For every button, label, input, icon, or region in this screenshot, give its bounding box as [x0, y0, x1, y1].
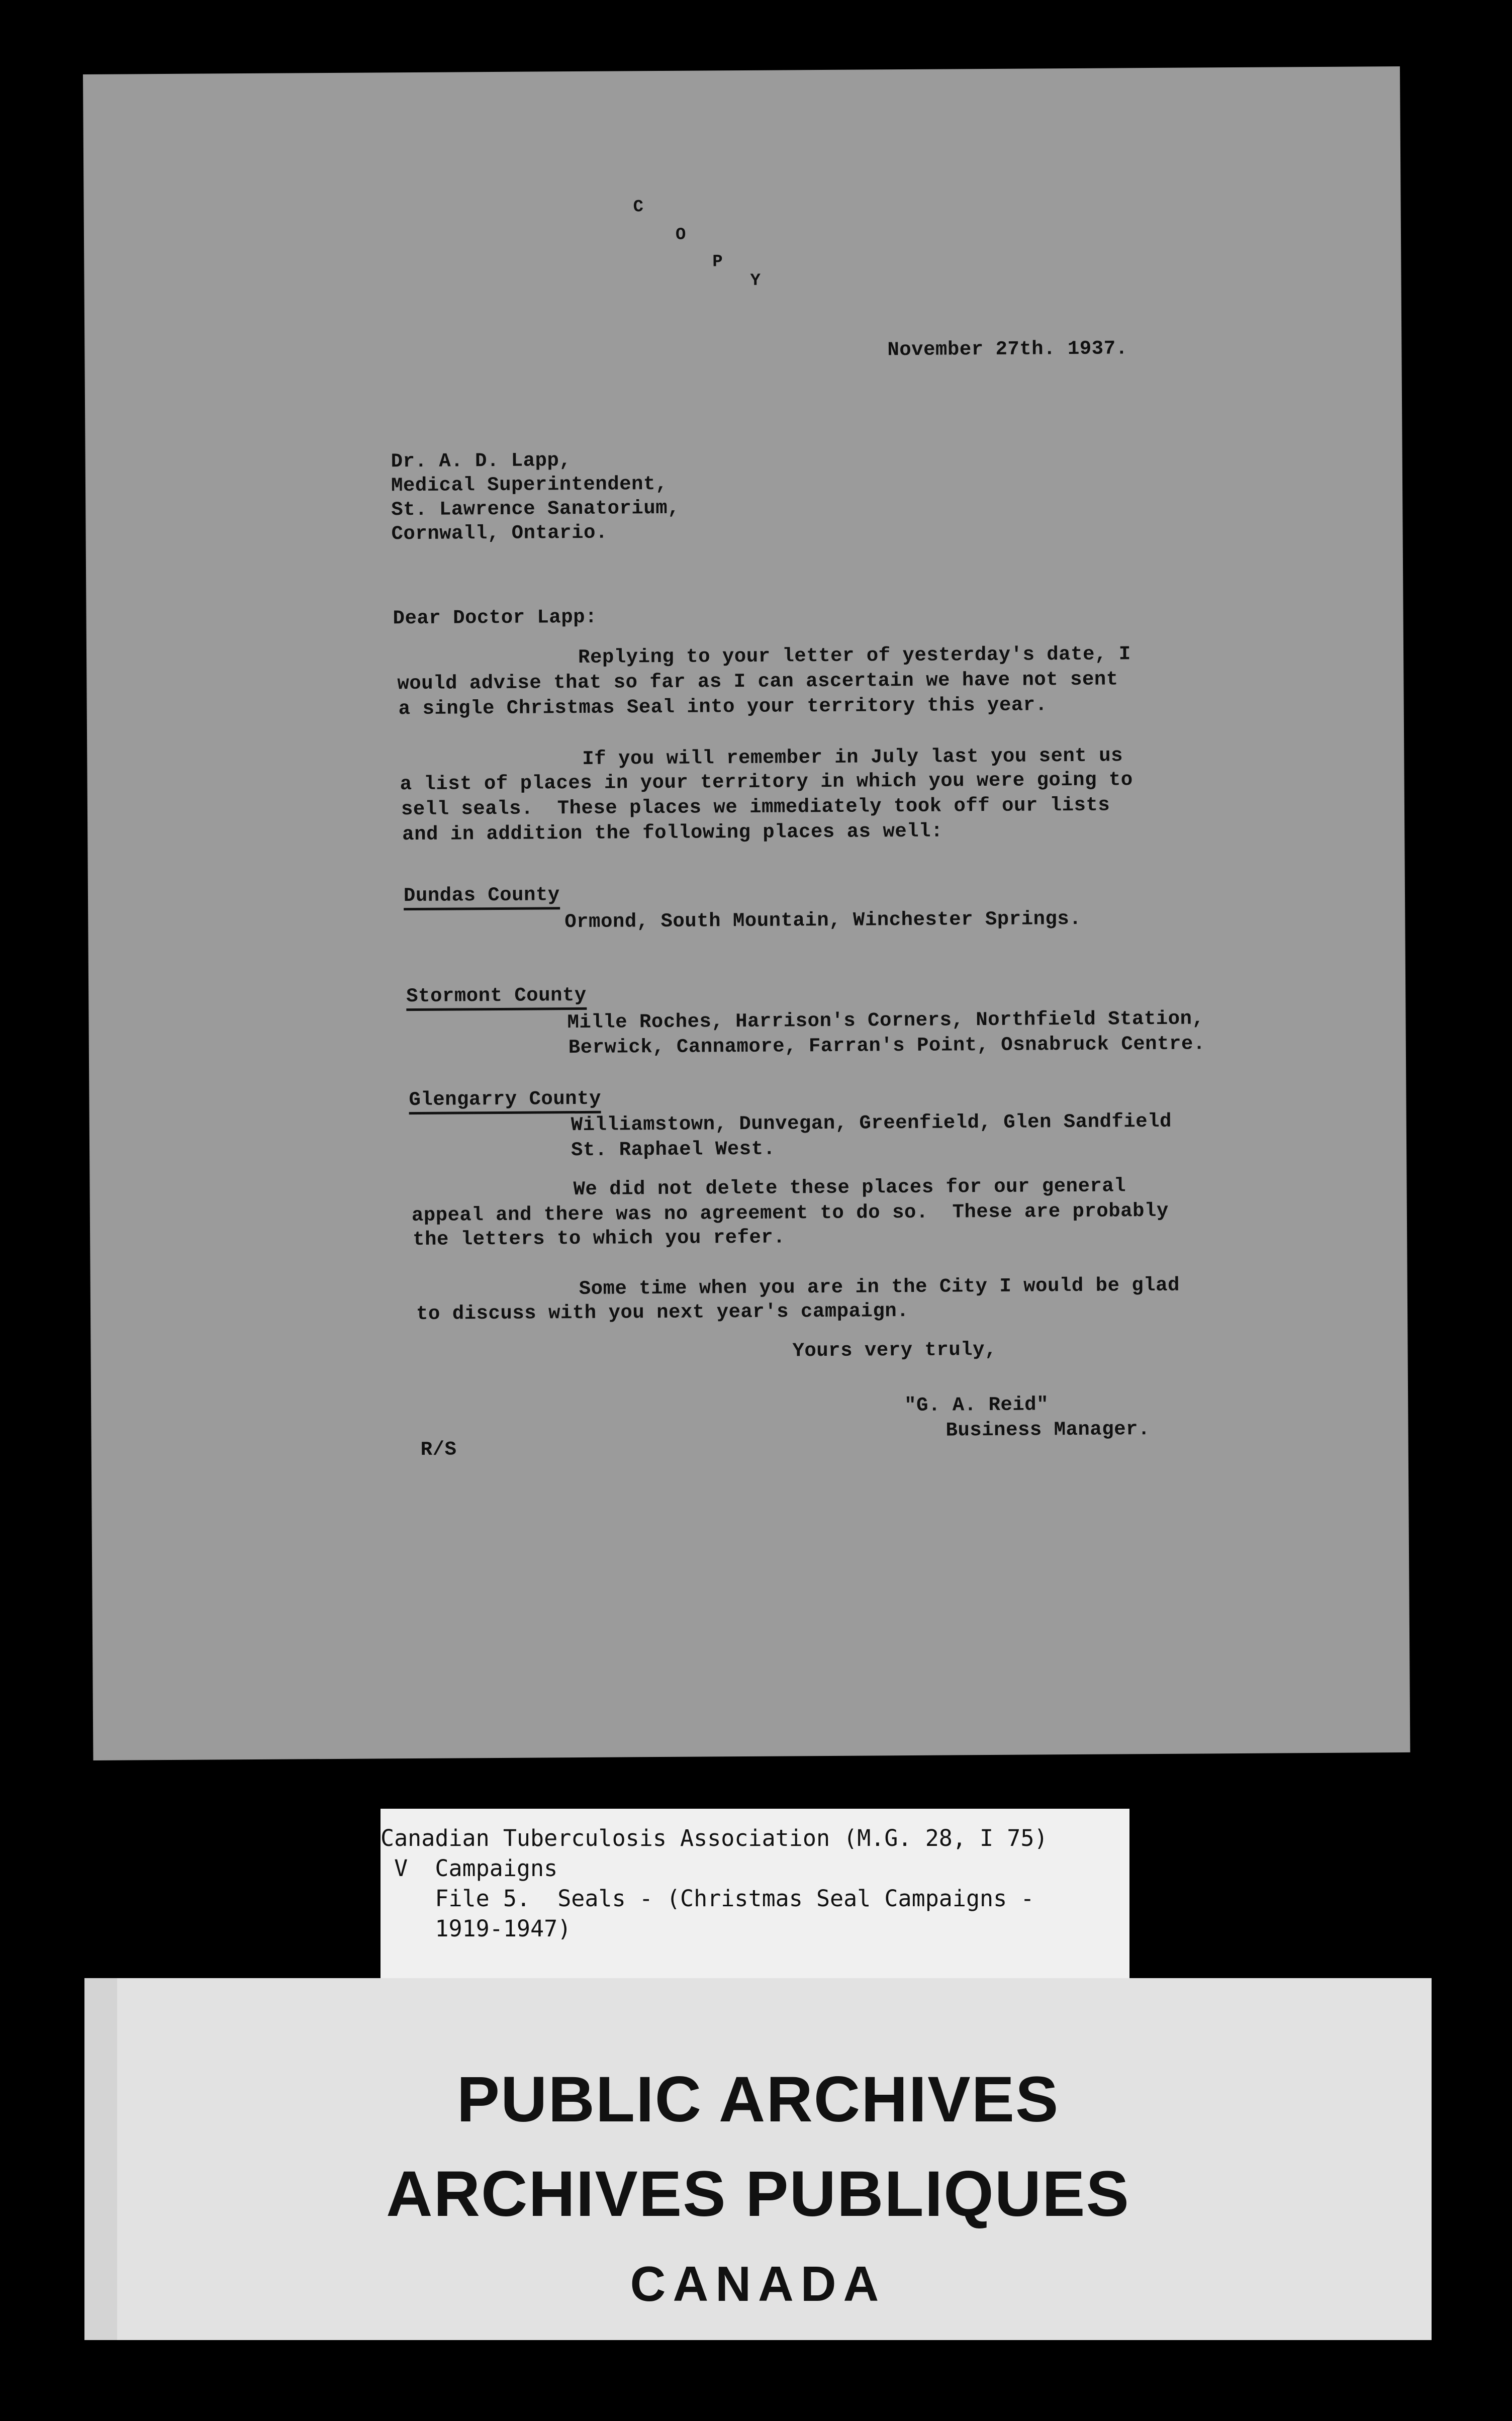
copy-mark-letter: O: [675, 225, 686, 245]
county-places: Williamstown, Dunvegan, Greenfield, Glen Sandfield: [571, 1110, 1172, 1137]
letter-date: November 27th. 1937.: [887, 337, 1128, 361]
paragraph-line: a single Christmas Seal into your territory this year.: [398, 694, 1048, 720]
recipient-line: Medical Superintendent,: [391, 473, 668, 497]
paragraph-line: the letters to which you refer.: [413, 1226, 786, 1251]
copy-mark-letter: C: [633, 198, 644, 217]
recipient-line: St. Lawrence Sanatorium,: [391, 497, 680, 521]
paragraph-line: If you will remember in July last you sent us: [582, 744, 1123, 770]
county-heading: Glengarry County: [409, 1088, 601, 1114]
paragraph-line: Replying to your letter of yesterday's date, I: [578, 643, 1131, 669]
county-places: St. Raphael West.: [571, 1138, 776, 1162]
copy-mark-letter: Y: [750, 271, 761, 291]
paragraph-line: a list of places in your territory in which you were going to: [400, 769, 1133, 796]
banner-title-fr: ARCHIVES PUBLIQUES: [386, 2158, 1130, 2230]
paragraph-line: would advise that so far as I can ascertain we have not sent: [397, 668, 1118, 695]
typist-initials: R/S: [420, 1438, 457, 1461]
archive-label-card: [381, 1809, 1129, 1979]
paragraph-line: appeal and there was no agreement to do so. These are probably: [411, 1199, 1169, 1227]
paragraph-line: and in addition the following places as well:: [402, 820, 943, 846]
archive-label-line: Canadian Tuberculosis Association (M.G. 28, I 75): [381, 1825, 1048, 1851]
recipient-line: Dr. A. D. Lapp,: [391, 449, 572, 473]
signature: "G. A. Reid": [904, 1393, 1049, 1417]
archive-label-line: File 5. Seals - (Christmas Seal Campaigns -: [381, 1885, 1034, 1912]
paragraph-line: Some time when you are in the City I would be glad: [579, 1274, 1180, 1300]
archives-banner: [84, 1978, 1432, 2340]
paragraph-line: sell seals. These places we immediately took off our lists: [401, 794, 1110, 821]
signature-title: Business Manager.: [946, 1418, 1151, 1442]
county-places: Berwick, Cannamore, Farran's Point, Osnabruck Centre.: [568, 1033, 1205, 1059]
closing: Yours very truly,: [792, 1338, 997, 1362]
copy-mark-letter: P: [712, 252, 723, 272]
letter-page: [83, 66, 1410, 1760]
county-places: Ormond, South Mountain, Winchester Springs.: [564, 907, 1082, 934]
recipient-line: Cornwall, Ontario.: [391, 521, 608, 545]
paragraph-line: We did not delete these places for our general: [573, 1175, 1126, 1201]
paragraph-line: to discuss with you next year's campaign.: [416, 1300, 909, 1325]
county-places: Mille Roches, Harrison's Corners, Northfield Station,: [567, 1007, 1204, 1034]
archive-label-line: V Campaigns: [381, 1855, 558, 1882]
salutation: Dear Doctor Lapp:: [393, 606, 598, 630]
banner-title-country: CANADA: [630, 2256, 886, 2311]
archive-label-line: 1919-1947): [381, 1915, 572, 1942]
county-heading: Stormont County: [406, 984, 587, 1011]
banner-title-en: PUBLIC ARCHIVES: [456, 2064, 1060, 2135]
county-heading: Dundas County: [404, 884, 560, 910]
